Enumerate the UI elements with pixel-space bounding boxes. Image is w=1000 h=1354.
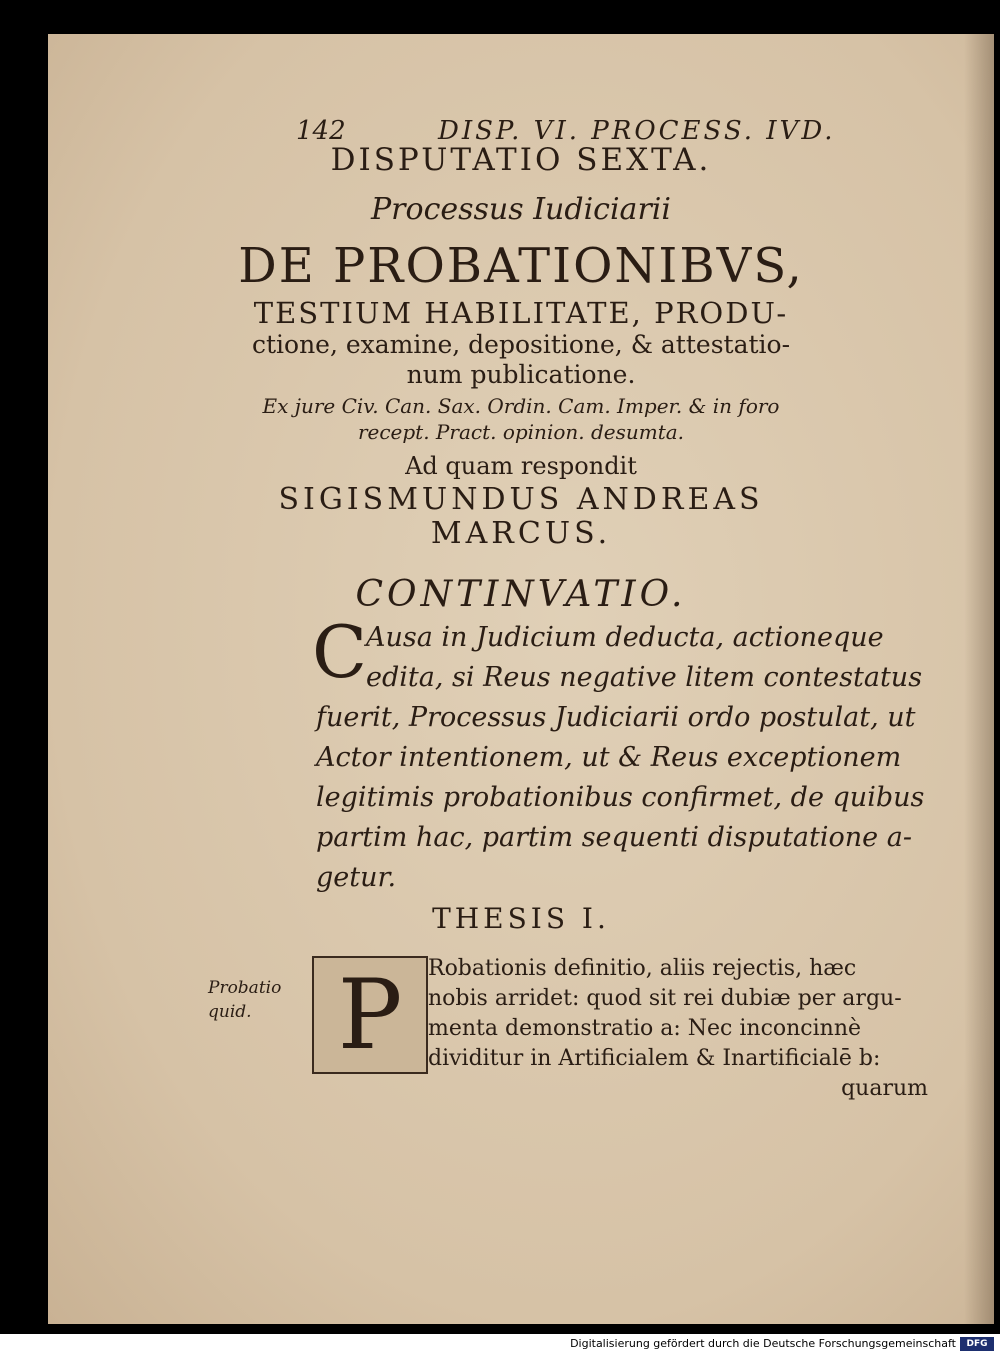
text-line: menta demonstratio a: Nec inconcinnè bbox=[428, 1016, 862, 1041]
text-line: nobis arridet: quod sit rei dubiæ per argu- bbox=[428, 986, 902, 1011]
text-line: dividitur in Artificialem & Inartificialē b: bbox=[428, 1046, 881, 1071]
text-line: partim hac, partim sequenti disputatione a- bbox=[316, 822, 912, 853]
page-spine-shadow bbox=[964, 34, 994, 1324]
dfg-logo-icon[interactable]: DFG bbox=[960, 1337, 994, 1351]
catchword: quarum bbox=[841, 1076, 928, 1101]
margin-note bbox=[208, 976, 281, 1024]
title-line-6: num publicatione. bbox=[406, 360, 636, 389]
title-line-4: TESTIUM HABILITATE, PRODU- bbox=[253, 296, 789, 330]
thesis-paragraph bbox=[428, 954, 928, 1104]
ornamental-initial bbox=[312, 956, 428, 1074]
respondent-name: SIGISMUNDUS ANDREAS bbox=[278, 482, 764, 517]
respondent-intro: Ad quam respondit bbox=[405, 452, 637, 480]
title-subline: Processus Iudiciarii bbox=[371, 192, 671, 227]
text-line: Actor intentionem, ut & Reus exceptionem bbox=[316, 742, 902, 773]
source-line-1: Ex jure Civ. Can. Sax. Ordin. Cam. Imper. & in foro bbox=[262, 394, 780, 418]
continuatio-paragraph bbox=[316, 698, 926, 898]
continuatio-first-lines bbox=[366, 618, 926, 698]
drop-cap: C bbox=[312, 610, 368, 694]
funding-credit[interactable]: Digitalisierung gefördert durch die Deutsche Forschungsgemeinschaft bbox=[570, 1337, 956, 1350]
book-page bbox=[48, 34, 994, 1324]
initial-letter: P bbox=[337, 959, 403, 1071]
text-line: fuerit, Processus Judiciarii ordo postulat, ut bbox=[316, 702, 916, 733]
footer-bar bbox=[0, 1334, 1000, 1354]
continuatio-heading: CONTINVATIO. bbox=[355, 574, 687, 615]
respondent-surname: MARCUS. bbox=[430, 516, 612, 551]
text-line: Ausa in Judicium deducta, actioneque bbox=[366, 622, 884, 653]
running-title: DISP. VI. PROCESS. IVD. bbox=[438, 116, 836, 146]
source-line-2: recept. Pract. opinion. desumta. bbox=[357, 420, 685, 444]
margin-note-line: quid. bbox=[208, 1002, 252, 1022]
text-line: legitimis probationibus confirmet, de quibus bbox=[316, 782, 925, 813]
main-title: DE PROBATIONIBVS, bbox=[238, 238, 804, 294]
page-number: 142 bbox=[296, 116, 346, 146]
disputation-title: DISPUTATIO SEXTA. bbox=[330, 142, 712, 178]
text-line: Robationis definitio, aliis rejectis, hæc bbox=[428, 956, 857, 981]
thesis-heading: THESIS I. bbox=[432, 902, 610, 935]
text-line: edita, si Reus negative litem contestatus bbox=[366, 662, 923, 693]
margin-note-line: Probatio bbox=[208, 978, 282, 998]
text-line: getur. bbox=[316, 862, 397, 893]
title-line-5: ctione, examine, depositione, & attestatio- bbox=[251, 330, 791, 359]
